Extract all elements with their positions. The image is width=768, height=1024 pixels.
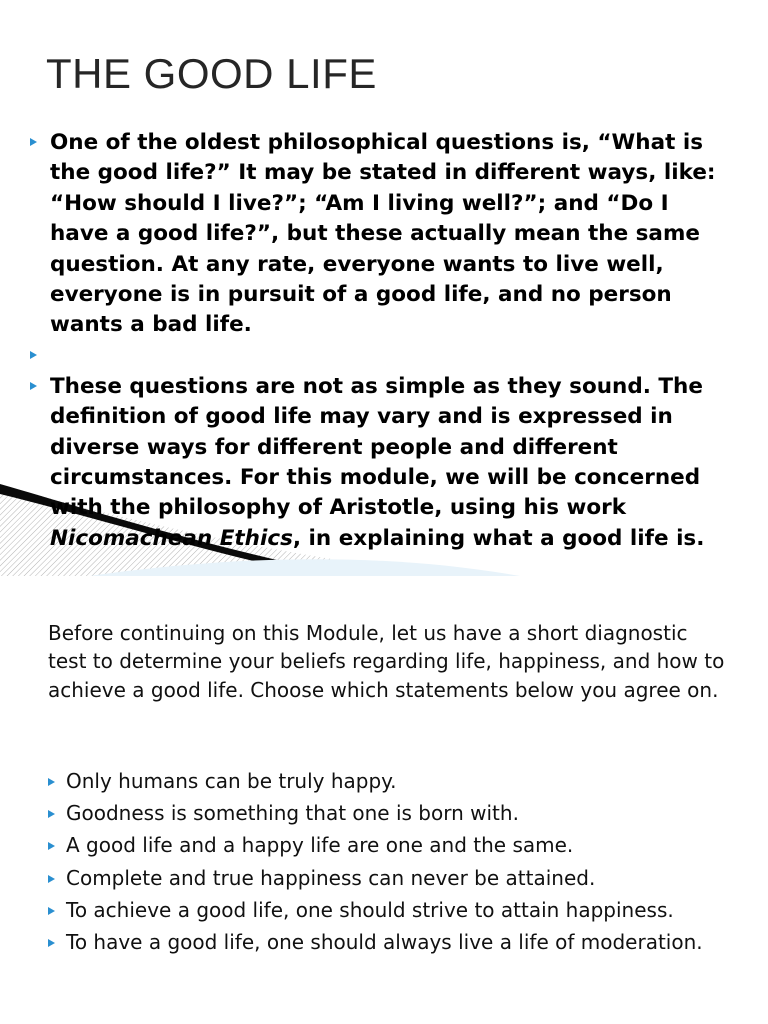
bullet-empty — [30, 341, 730, 372]
bullet-aristotle: These questions are not as simple as they sound. The definition of good life may vary and is expressed in diverse ways for different people and different circumstances. For this module, we will be concerned with the philosophy of Aristotle, using his work Nicomachean Ethics, in explaining what a good life is. — [30, 372, 730, 554]
book-title: Nicomachean Ethics — [50, 525, 293, 551]
bullet-arrow-icon — [30, 138, 37, 146]
bullet-good-life-question: One of the oldest philosophical questions is, “What is the good life?” It may be stated in different ways, like: “How should I live?”; “Am I living well?”; and “Do I have a good life?”, but these actually mean the same question. At any rate, everyone wants to live well, everyone is in pursuit of a good life, and no person wants a bad life. — [30, 128, 730, 341]
bullet-arrow-icon — [48, 875, 55, 883]
diagnostic-statement-list — [48, 767, 738, 960]
bullet-arrow-icon — [48, 842, 55, 850]
diagnostic-intro: Before continuing on this Module, let us have a short diagnostic test to determine your beliefs regarding life, happiness, and how to achieve a good life. Choose which statements below you agree on. — [48, 621, 725, 702]
bullet-arrow-icon — [48, 810, 55, 818]
statement-item: To achieve a good life, one should strive to attain happiness. — [48, 896, 738, 924]
statement-item: Only humans can be truly happy. — [48, 767, 738, 795]
statement-item: Complete and true happiness can never be attained. — [48, 864, 738, 892]
statement-item: To have a good life, one should always live a life of moderation. — [48, 928, 738, 956]
bullet-arrow-icon — [30, 382, 37, 390]
statement-item: Goodness is something that one is born with. — [48, 799, 738, 827]
bullet-arrow-icon — [48, 778, 55, 786]
bullet-arrow-icon — [30, 351, 37, 359]
slide-title: THE GOOD LIFE — [46, 50, 377, 97]
slide-bullet-list — [30, 128, 730, 554]
bullet-arrow-icon — [48, 907, 55, 915]
statement-item: A good life and a happy life are one and the same. — [48, 831, 738, 859]
bullet-arrow-icon — [48, 939, 55, 947]
